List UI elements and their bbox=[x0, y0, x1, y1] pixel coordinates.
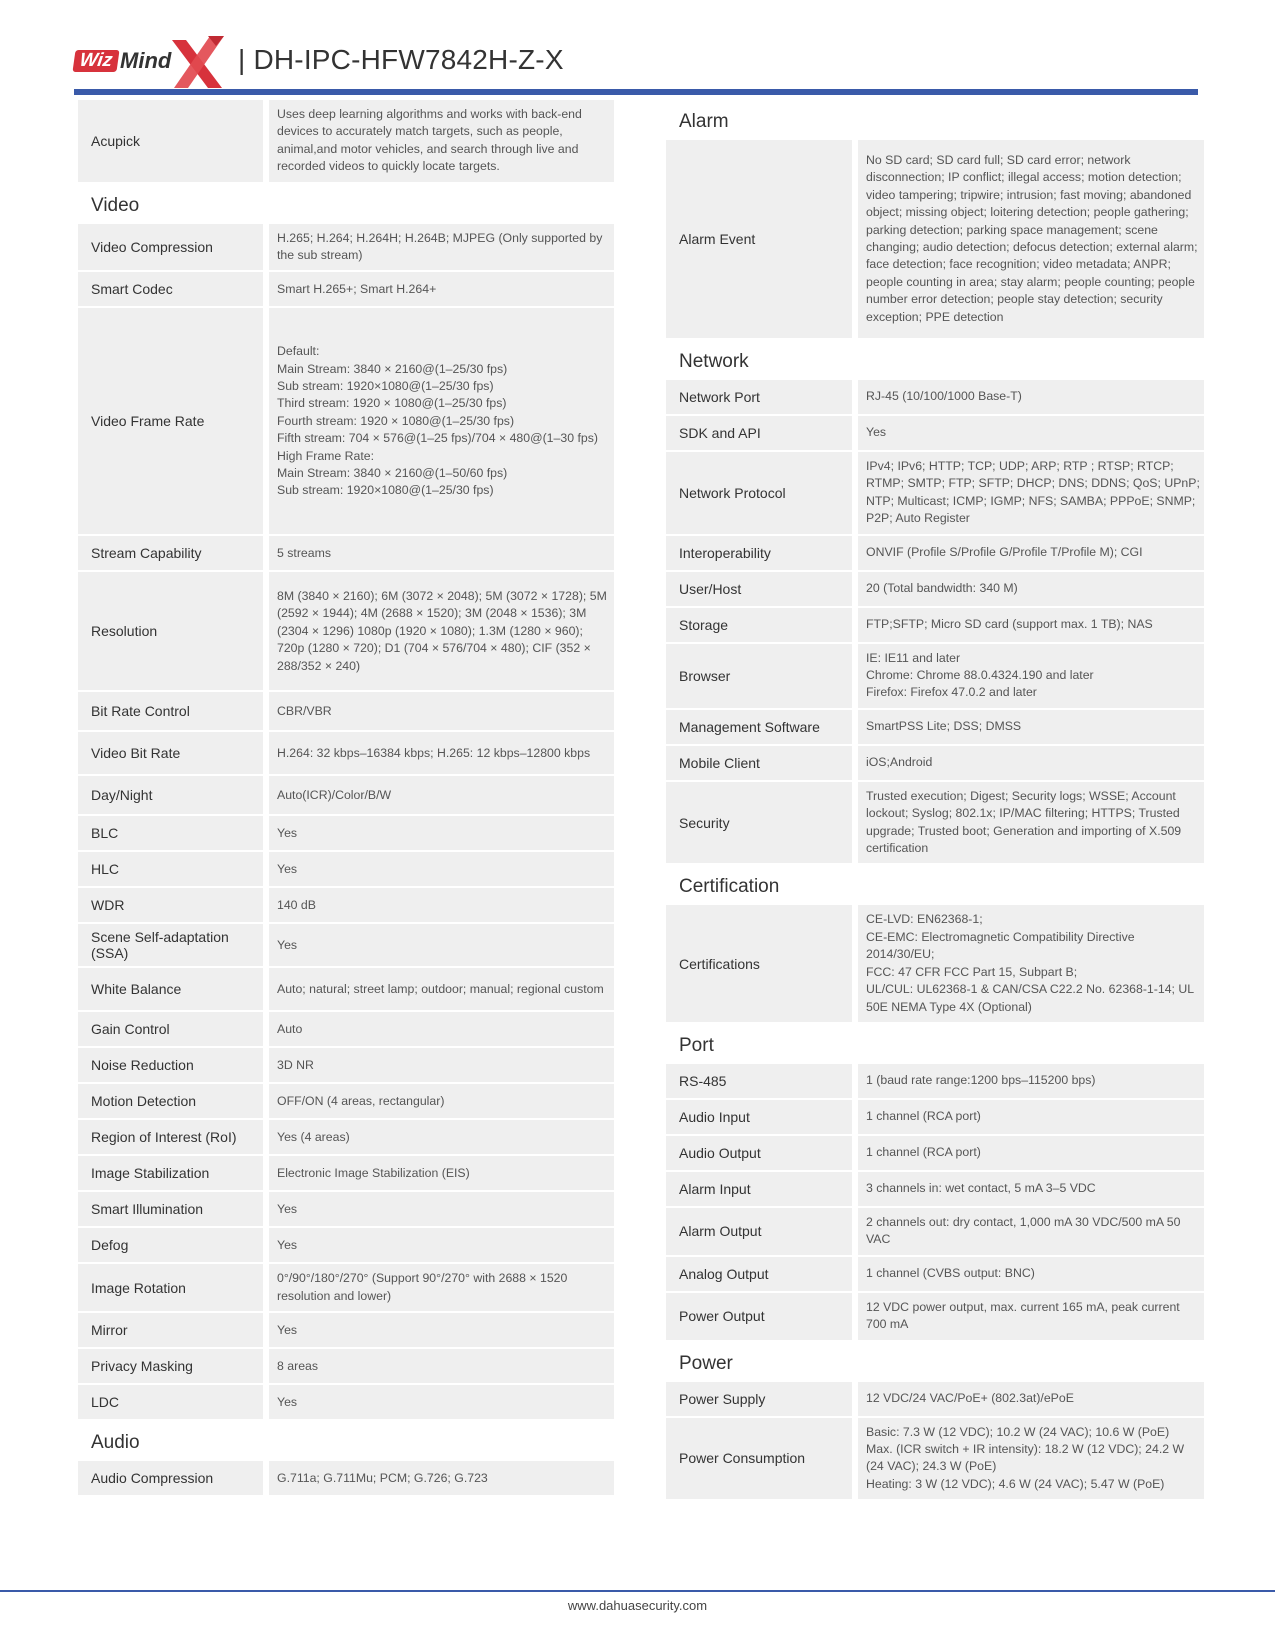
spec-row bbox=[78, 1156, 614, 1192]
spec-row bbox=[78, 1012, 614, 1048]
spec-value: Uses deep learning algorithms and works with back-end devices to accurately match targets, such as people, animal,and motor vehicles, and search through live and recorded videos to quickly locate targets. bbox=[269, 100, 614, 182]
spec-label: Alarm Input bbox=[666, 1172, 852, 1206]
spec-label: Image Stabilization bbox=[78, 1156, 263, 1190]
spec-label: Scene Self-adaptation (SSA) bbox=[78, 924, 263, 966]
spec-row bbox=[666, 644, 1204, 710]
spec-value: Yes bbox=[269, 924, 614, 966]
spec-row bbox=[78, 1264, 614, 1313]
spec-row bbox=[78, 1084, 614, 1120]
spec-row bbox=[666, 746, 1204, 782]
spec-row bbox=[78, 1385, 614, 1421]
spec-label: Power Consumption bbox=[666, 1418, 852, 1500]
spec-label: Certifications bbox=[666, 905, 852, 1021]
spec-row bbox=[78, 692, 614, 732]
spec-value: H.265; H.264; H.264H; H.264B; MJPEG (Only supported by the sub stream) bbox=[269, 224, 614, 271]
spec-row bbox=[78, 1228, 614, 1264]
spec-row bbox=[666, 416, 1204, 452]
spec-row bbox=[666, 1100, 1204, 1136]
spec-row bbox=[666, 1257, 1204, 1293]
spec-value: Basic: 7.3 W (12 VDC); 10.2 W (24 VAC); 10.6 W (PoE) Max. (ICR switch + IR intensity): 18.2 W (12 VDC); 24.2 W (24 VAC); 24.3 W (PoE) Heating: 3 W (12 VDC); 4.6 W (24 VAC); 5.47 W (PoE) bbox=[858, 1418, 1204, 1500]
spec-row bbox=[666, 1293, 1204, 1342]
spec-row bbox=[666, 452, 1204, 536]
spec-value: 5 streams bbox=[269, 536, 614, 570]
spec-value: 3 channels in: wet contact, 5 mA 3–5 VDC bbox=[858, 1172, 1204, 1206]
spec-label: Network Protocol bbox=[666, 452, 852, 534]
logo-wiz-badge: Wiz bbox=[72, 50, 119, 72]
spec-label: Smart Illumination bbox=[78, 1192, 263, 1226]
spec-label: Video Bit Rate bbox=[78, 732, 263, 774]
spec-row bbox=[666, 905, 1204, 1023]
spec-label: Bit Rate Control bbox=[78, 692, 263, 730]
spec-label: Region of Interest (RoI) bbox=[78, 1120, 263, 1154]
spec-label: Browser bbox=[666, 644, 852, 708]
spec-value: OFF/ON (4 areas, rectangular) bbox=[269, 1084, 614, 1118]
spec-label: User/Host bbox=[666, 572, 852, 606]
spec-row bbox=[78, 536, 614, 572]
spec-row bbox=[78, 1349, 614, 1385]
spec-row bbox=[78, 1192, 614, 1228]
spec-label: Management Software bbox=[666, 710, 852, 744]
spec-row bbox=[666, 536, 1204, 572]
spec-row bbox=[78, 100, 614, 184]
spec-label: Day/Night bbox=[78, 776, 263, 814]
spec-value: iOS;Android bbox=[858, 746, 1204, 780]
spec-value: Yes bbox=[269, 1385, 614, 1419]
spec-label: LDC bbox=[78, 1385, 263, 1419]
spec-row bbox=[78, 1461, 614, 1497]
spec-label: Security bbox=[666, 782, 852, 864]
spec-row bbox=[78, 272, 614, 308]
spec-value: Auto(ICR)/Color/B/W bbox=[269, 776, 614, 814]
section-title: Alarm bbox=[679, 111, 729, 132]
section-title: Network bbox=[679, 351, 749, 372]
spec-value: 140 dB bbox=[269, 888, 614, 922]
spec-value: ONVIF (Profile S/Profile G/Profile T/Profile M); CGI bbox=[858, 536, 1204, 570]
spec-row bbox=[78, 888, 614, 924]
spec-value: Default: Main Stream: 3840 × 2160@(1–25/30 fps) Sub stream: 1920×1080@(1–25/30 fps) Third stream: 1920 × 1080@(1–25/30 fps) Fourth stream: 1920 × 1080@(1–25/30 fps) Fifth stream: 704 × 576@(1–25 fps)/704 × 480@(1–30 fps) High Frame Rate: Main Stream: 3840 × 2160@(1–50/60 fps) Sub stream: 1920×1080@(1–25/30 fps) bbox=[269, 308, 614, 534]
spec-row bbox=[78, 572, 614, 692]
spec-value: H.264: 32 kbps–16384 kbps; H.265: 12 kbps–12800 kbps bbox=[269, 732, 614, 774]
spec-row bbox=[78, 308, 614, 536]
spec-value: 1 channel (RCA port) bbox=[858, 1100, 1204, 1134]
left-spec-column bbox=[78, 100, 614, 1497]
spec-label: Mobile Client bbox=[666, 746, 852, 780]
spec-row bbox=[666, 1064, 1204, 1100]
spec-label: Privacy Masking bbox=[78, 1349, 263, 1383]
right-spec-column bbox=[666, 100, 1204, 1501]
spec-value: Trusted execution; Digest; Security logs; WSSE; Account lockout; Syslog; 802.1x; IP/MAC filtering; HTTPS; Trusted upgrade; Trusted boot; Generation and importing of X.509 certification bbox=[858, 782, 1204, 864]
spec-row bbox=[666, 1418, 1204, 1502]
spec-label: Noise Reduction bbox=[78, 1048, 263, 1082]
spec-label: Gain Control bbox=[78, 1012, 263, 1046]
spec-label: Audio Compression bbox=[78, 1461, 263, 1495]
spec-value: 20 (Total bandwidth: 340 M) bbox=[858, 572, 1204, 606]
spec-row bbox=[666, 1136, 1204, 1172]
spec-row bbox=[666, 380, 1204, 416]
spec-row bbox=[666, 1208, 1204, 1257]
spec-row bbox=[666, 140, 1204, 340]
spec-value: 12 VDC power output, max. current 165 mA, peak current 700 mA bbox=[858, 1293, 1204, 1340]
spec-value: IPv4; IPv6; HTTP; TCP; UDP; ARP; RTP ; RTSP; RTCP; RTMP; SMTP; FTP; SFTP; DHCP; DNS; DDNS; QoS; UPnP; NTP; Multicast; ICMP; IGMP; NFS; SAMBA; PPPoE; SNMP; P2P; Auto Register bbox=[858, 452, 1204, 534]
spec-label: Alarm Event bbox=[666, 140, 852, 338]
spec-label: Video Compression bbox=[78, 224, 263, 271]
spec-label: Resolution bbox=[78, 572, 263, 690]
spec-row bbox=[666, 1382, 1204, 1418]
spec-value: 12 VDC/24 VAC/PoE+ (802.3at)/ePoE bbox=[858, 1382, 1204, 1416]
section-title: Audio bbox=[91, 1432, 140, 1454]
spec-value: IE: IE11 and later Chrome: Chrome 88.0.4324.190 and later Firefox: Firefox 47.0.2 and later bbox=[858, 644, 1204, 708]
logo-x-mark bbox=[170, 34, 224, 90]
spec-label: Video Frame Rate bbox=[78, 308, 263, 534]
wizmind-x-logo bbox=[74, 34, 224, 90]
spec-row bbox=[78, 224, 614, 273]
spec-label: Audio Output bbox=[666, 1136, 852, 1170]
spec-value: 1 channel (CVBS output: BNC) bbox=[858, 1257, 1204, 1291]
spec-value: Smart H.265+; Smart H.264+ bbox=[269, 272, 614, 306]
spec-value: Auto bbox=[269, 1012, 614, 1046]
footer-rule bbox=[0, 1590, 1275, 1592]
spec-value: SmartPSS Lite; DSS; DMSS bbox=[858, 710, 1204, 744]
spec-label: Power Output bbox=[666, 1293, 852, 1340]
spec-label: Defog bbox=[78, 1228, 263, 1262]
spec-label: BLC bbox=[78, 816, 263, 850]
model-title: | DH-IPC-HFW7842H-Z-X bbox=[238, 44, 564, 75]
spec-row bbox=[78, 1120, 614, 1156]
spec-label: Smart Codec bbox=[78, 272, 263, 306]
spec-value: 1 channel (RCA port) bbox=[858, 1136, 1204, 1170]
spec-row bbox=[78, 1048, 614, 1084]
spec-row bbox=[78, 852, 614, 888]
spec-label: RS-485 bbox=[666, 1064, 852, 1098]
spec-row bbox=[78, 1313, 614, 1349]
spec-value: Auto; natural; street lamp; outdoor; manual; regional custom bbox=[269, 968, 614, 1010]
spec-label: Acupick bbox=[78, 100, 263, 182]
spec-value: RJ-45 (10/100/1000 Base-T) bbox=[858, 380, 1204, 414]
spec-value: No SD card; SD card full; SD card error; network disconnection; IP conflict; illegal access; motion detection; video tampering; tripwire; intrusion; fast moving; abandoned object; missing object; loitering detection; people gathering; parking detection; parking space management; scene changing; audio detection; defocus detection; external alarm; face detection; face recognition; video metadata; ANPR; people counting in area; stay alarm; people counting; people number error detection; people stay detection; security exception; PPE detection bbox=[858, 140, 1204, 338]
spec-value: 8 areas bbox=[269, 1349, 614, 1383]
spec-value: Yes bbox=[269, 816, 614, 850]
spec-value: CE-LVD: EN62368-1; CE-EMC: Electromagnetic Compatibility Directive 2014/30/EU; FCC: 47 CFR FCC Part 15, Subpart B; UL/CUL: UL62368-1 & CAN/CSA C22.2 No. 62368-1-14; UL 50E NEMA Type 4X (Optional) bbox=[858, 905, 1204, 1021]
section-title: Video bbox=[91, 194, 140, 216]
spec-value: G.711a; G.711Mu; PCM; G.726; G.723 bbox=[269, 1461, 614, 1495]
spec-row bbox=[78, 968, 614, 1012]
spec-row bbox=[666, 782, 1204, 866]
spec-row bbox=[666, 1172, 1204, 1208]
spec-row bbox=[78, 816, 614, 852]
spec-label: Stream Capability bbox=[78, 536, 263, 570]
spec-row bbox=[666, 608, 1204, 644]
spec-label: Interoperability bbox=[666, 536, 852, 570]
spec-row bbox=[666, 710, 1204, 746]
page-header bbox=[74, 34, 1198, 96]
spec-label: Power Supply bbox=[666, 1382, 852, 1416]
spec-value: Yes bbox=[269, 1313, 614, 1347]
spec-label: Network Port bbox=[666, 380, 852, 414]
spec-value: Yes (4 areas) bbox=[269, 1120, 614, 1154]
spec-value: 3D NR bbox=[269, 1048, 614, 1082]
spec-row bbox=[666, 572, 1204, 608]
spec-value: Yes bbox=[269, 1228, 614, 1262]
spec-row bbox=[78, 924, 614, 968]
spec-value: 1 (baud rate range:1200 bps–115200 bps) bbox=[858, 1064, 1204, 1098]
spec-label: White Balance bbox=[78, 968, 263, 1010]
spec-label: Mirror bbox=[78, 1313, 263, 1347]
spec-label: HLC bbox=[78, 852, 263, 886]
spec-value: Yes bbox=[269, 1192, 614, 1226]
spec-value: Yes bbox=[269, 852, 614, 886]
section-title: Certification bbox=[679, 876, 780, 898]
spec-row bbox=[78, 732, 614, 776]
spec-value: 2 channels out: dry contact, 1,000 mA 30 VDC/500 mA 50 VAC bbox=[858, 1208, 1204, 1255]
spec-value: 0°/90°/180°/270° (Support 90°/270° with 2688 × 1520 resolution and lower) bbox=[269, 1264, 614, 1311]
spec-label: Storage bbox=[666, 608, 852, 642]
spec-label: Image Rotation bbox=[78, 1264, 263, 1311]
section-title: Port bbox=[679, 1034, 714, 1056]
header-rule bbox=[74, 89, 1198, 95]
spec-value: Yes bbox=[858, 416, 1204, 450]
spec-label: Alarm Output bbox=[666, 1208, 852, 1255]
spec-value: Electronic Image Stabilization (EIS) bbox=[269, 1156, 614, 1190]
logo-mind-text: Mind bbox=[120, 48, 172, 73]
spec-label: WDR bbox=[78, 888, 263, 922]
spec-label: Motion Detection bbox=[78, 1084, 263, 1118]
spec-row bbox=[78, 776, 614, 816]
spec-label: SDK and API bbox=[666, 416, 852, 450]
spec-value: 8M (3840 × 2160); 6M (3072 × 2048); 5M (3072 × 1728); 5M (2592 × 1944); 4M (2688 × 1520); 3M (2048 × 1536); 3M (2304 × 1296) 1080p (1920 × 1080); 1.3M (1280 × 960); 720p (1280 × 720); D1 (704 × 576/704 × 480); CIF (352 × 288/352 × 240) bbox=[269, 572, 614, 690]
spec-value: CBR/VBR bbox=[269, 692, 614, 730]
footer-url: www.dahuasecurity.com bbox=[567, 1598, 708, 1613]
spec-label: Analog Output bbox=[666, 1257, 852, 1291]
section-title: Power bbox=[679, 1352, 733, 1374]
spec-value: FTP;SFTP; Micro SD card (support max. 1 TB); NAS bbox=[858, 608, 1204, 642]
spec-label: Audio Input bbox=[666, 1100, 852, 1134]
